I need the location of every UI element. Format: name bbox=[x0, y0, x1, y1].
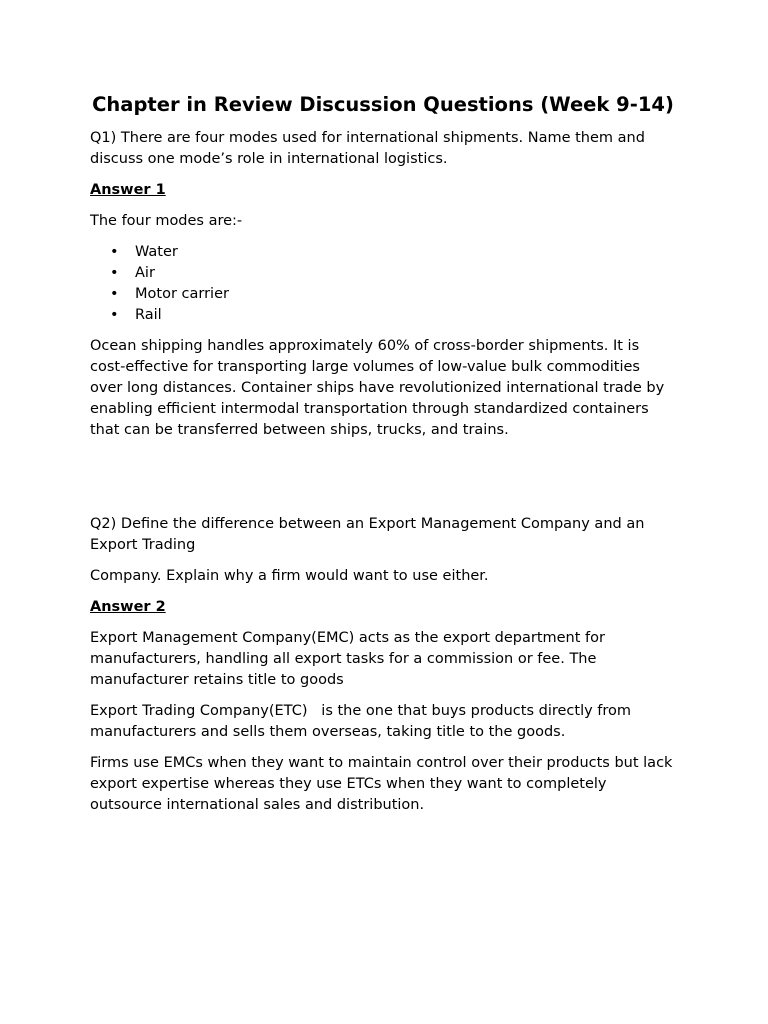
usage-paragraph: Firms use EMCs when they want to maintain control over their products but lack export expertise whereas they use ETCs when they want to completely outsource international sales and distribution. bbox=[90, 755, 673, 813]
mode-label: Water bbox=[135, 244, 178, 260]
list-item bbox=[90, 284, 676, 305]
list-item bbox=[90, 263, 676, 284]
emc-paragraph: Export Management Company(EMC) acts as the export department for manufacturers, handling all export tasks for a commission or fee. The manufacturer retains title to goods bbox=[90, 630, 605, 688]
bullet-icon: • bbox=[110, 307, 119, 323]
q2-answer-heading bbox=[90, 597, 676, 618]
q2-answer-heading-text: Answer 2 bbox=[90, 599, 166, 615]
mode-label: Air bbox=[135, 265, 155, 281]
bullet-icon: • bbox=[110, 286, 119, 302]
list-item bbox=[90, 242, 676, 263]
etc-paragraph: Export Trading Company(ETC) is the one that buys products directly from manufacturers and sells them overseas, taking title to the goods. bbox=[90, 703, 636, 740]
mode-label: Rail bbox=[135, 307, 162, 323]
section-spacer bbox=[90, 451, 676, 514]
document-title: Chapter in Review Discussion Questions (Week 9-14) bbox=[92, 93, 674, 116]
q1-question: Q1) There are four modes used for international shipments. Name them and discuss one mode’s role in international logistics. bbox=[90, 130, 645, 167]
q1-answer-heading bbox=[90, 180, 676, 201]
q2-question-line1: Q2) Define the difference between an Export Management Company and an Export Trading bbox=[90, 516, 645, 553]
list-item bbox=[90, 305, 676, 326]
mode-label: Motor carrier bbox=[135, 286, 229, 302]
bullet-icon: • bbox=[110, 244, 119, 260]
q1-intro: The four modes are:- bbox=[90, 213, 243, 229]
q2-question-line2: Company. Explain why a firm would want to use either. bbox=[90, 568, 489, 584]
q1-answer-paragraph: Ocean shipping handles approximately 60% of cross-border shipments. It is cost-effective for transporting large volumes of low-value bulk commodities over long distances. Container ships have revolutionized international trade by enabling efficient intermodal transportation through standardized containers that can be transferred between ships, trucks, and trains. bbox=[90, 338, 665, 438]
q1-answer-heading-text: Answer 1 bbox=[90, 182, 166, 198]
bullet-icon: • bbox=[110, 265, 119, 281]
document-page bbox=[90, 92, 676, 826]
modes-list bbox=[90, 242, 676, 326]
